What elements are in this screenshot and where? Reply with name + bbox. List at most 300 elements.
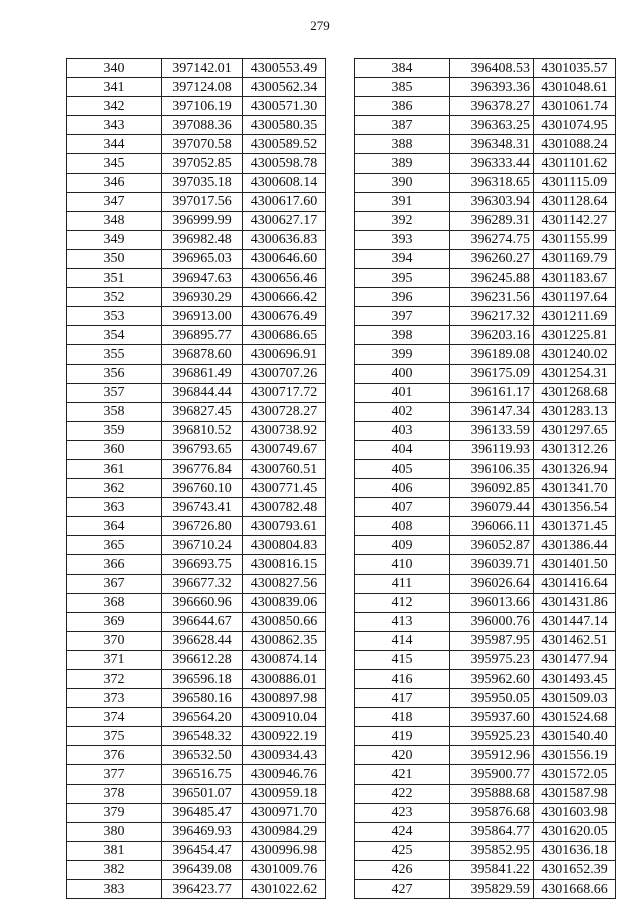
table-row	[355, 135, 616, 154]
y-coordinate-cell: 4300717.72	[243, 383, 326, 402]
table-row	[67, 670, 326, 689]
x-coordinate-cell: 396532.50	[162, 746, 243, 765]
point-number-cell: 365	[67, 536, 162, 555]
x-coordinate-cell: 396965.03	[162, 249, 243, 268]
table-row	[355, 59, 616, 78]
x-coordinate-cell: 396147.34	[450, 402, 534, 421]
table-row	[355, 517, 616, 536]
x-coordinate-cell: 396363.25	[450, 116, 534, 135]
y-coordinate-cell: 4300656.46	[243, 269, 326, 288]
x-coordinate-cell: 396844.44	[162, 383, 243, 402]
x-coordinate-cell: 396066.11	[450, 517, 534, 536]
point-number-cell: 389	[355, 154, 450, 173]
x-coordinate-cell: 397017.56	[162, 192, 243, 211]
table-row	[355, 192, 616, 211]
y-coordinate-cell: 4301074.95	[534, 116, 616, 135]
y-coordinate-cell: 4300922.19	[243, 727, 326, 746]
y-coordinate-cell: 4301022.62	[243, 880, 326, 899]
point-number-cell: 424	[355, 822, 450, 841]
table-row	[67, 593, 326, 612]
x-coordinate-cell: 396203.16	[450, 326, 534, 345]
y-coordinate-cell: 4301088.24	[534, 135, 616, 154]
point-number-cell: 376	[67, 746, 162, 765]
table-row	[355, 860, 616, 879]
x-coordinate-cell: 395987.95	[450, 631, 534, 650]
table-row	[67, 269, 326, 288]
point-number-cell: 355	[67, 345, 162, 364]
table-row	[67, 402, 326, 421]
y-coordinate-cell: 4301225.81	[534, 326, 616, 345]
x-coordinate-cell: 397142.01	[162, 59, 243, 78]
y-coordinate-cell: 4301341.70	[534, 479, 616, 498]
y-coordinate-cell: 4301326.94	[534, 459, 616, 478]
point-number-cell: 387	[355, 116, 450, 135]
table-row	[67, 727, 326, 746]
y-coordinate-cell: 4300874.14	[243, 650, 326, 669]
x-coordinate-cell: 396423.77	[162, 880, 243, 899]
x-coordinate-cell: 396378.27	[450, 97, 534, 116]
point-number-cell: 367	[67, 574, 162, 593]
x-coordinate-cell: 396776.84	[162, 459, 243, 478]
table-row	[355, 746, 616, 765]
y-coordinate-cell: 4300696.91	[243, 345, 326, 364]
point-number-cell: 414	[355, 631, 450, 650]
table-row	[67, 173, 326, 192]
point-number-cell: 374	[67, 708, 162, 727]
x-coordinate-cell: 395888.68	[450, 784, 534, 803]
table-row	[355, 383, 616, 402]
x-coordinate-cell: 396393.36	[450, 78, 534, 97]
x-coordinate-cell: 396726.80	[162, 517, 243, 536]
y-coordinate-cell: 4300707.26	[243, 364, 326, 383]
point-number-cell: 343	[67, 116, 162, 135]
table-row	[67, 536, 326, 555]
table-row	[355, 880, 616, 899]
table-row	[67, 97, 326, 116]
point-number-cell: 401	[355, 383, 450, 402]
x-coordinate-cell: 396231.56	[450, 288, 534, 307]
y-coordinate-cell: 4301493.45	[534, 670, 616, 689]
y-coordinate-cell: 4301556.19	[534, 746, 616, 765]
y-coordinate-cell: 4300646.60	[243, 249, 326, 268]
point-number-cell: 418	[355, 708, 450, 727]
table-row	[67, 249, 326, 268]
x-coordinate-cell: 395852.95	[450, 841, 534, 860]
point-number-cell: 372	[67, 670, 162, 689]
y-coordinate-cell: 4300598.78	[243, 154, 326, 173]
table-row	[355, 154, 616, 173]
y-coordinate-cell: 4301283.13	[534, 402, 616, 421]
y-coordinate-cell: 4300910.04	[243, 708, 326, 727]
x-coordinate-cell: 396999.99	[162, 211, 243, 230]
y-coordinate-cell: 4301620.05	[534, 822, 616, 841]
x-coordinate-cell: 395841.22	[450, 860, 534, 879]
y-coordinate-cell: 4300816.15	[243, 555, 326, 574]
table-row	[67, 345, 326, 364]
table-row	[67, 517, 326, 536]
y-coordinate-cell: 4300839.06	[243, 593, 326, 612]
point-number-cell: 350	[67, 249, 162, 268]
table-row	[67, 746, 326, 765]
point-number-cell: 420	[355, 746, 450, 765]
point-number-cell: 369	[67, 612, 162, 631]
point-number-cell: 382	[67, 860, 162, 879]
y-coordinate-cell: 4300862.35	[243, 631, 326, 650]
x-coordinate-cell: 395962.60	[450, 670, 534, 689]
x-coordinate-cell: 396161.17	[450, 383, 534, 402]
x-coordinate-cell: 396052.87	[450, 536, 534, 555]
point-number-cell: 402	[355, 402, 450, 421]
x-coordinate-cell: 396760.10	[162, 479, 243, 498]
x-coordinate-cell: 396408.53	[450, 59, 534, 78]
y-coordinate-cell: 4301197.64	[534, 288, 616, 307]
point-number-cell: 379	[67, 803, 162, 822]
x-coordinate-cell: 396133.59	[450, 421, 534, 440]
y-coordinate-cell: 4301356.54	[534, 498, 616, 517]
coordinates-table-left-body	[67, 59, 326, 899]
y-coordinate-cell: 4301371.45	[534, 517, 616, 536]
point-number-cell: 353	[67, 307, 162, 326]
table-row	[355, 803, 616, 822]
y-coordinate-cell: 4301572.05	[534, 765, 616, 784]
x-coordinate-cell: 396469.93	[162, 822, 243, 841]
point-number-cell: 423	[355, 803, 450, 822]
table-row	[355, 421, 616, 440]
table-row	[355, 97, 616, 116]
y-coordinate-cell: 4300804.83	[243, 536, 326, 555]
y-coordinate-cell: 4301240.02	[534, 345, 616, 364]
y-coordinate-cell: 4300850.66	[243, 612, 326, 631]
page-number: 279	[310, 18, 330, 33]
point-number-cell: 411	[355, 574, 450, 593]
y-coordinate-cell: 4300571.30	[243, 97, 326, 116]
table-row	[355, 650, 616, 669]
y-coordinate-cell: 4300793.61	[243, 517, 326, 536]
table-row	[67, 822, 326, 841]
y-coordinate-cell: 4300897.98	[243, 689, 326, 708]
y-coordinate-cell: 4300760.51	[243, 459, 326, 478]
y-coordinate-cell: 4301061.74	[534, 97, 616, 116]
y-coordinate-cell: 4301268.68	[534, 383, 616, 402]
point-number-cell: 404	[355, 440, 450, 459]
y-coordinate-cell: 4301652.39	[534, 860, 616, 879]
point-number-cell: 354	[67, 326, 162, 345]
point-number-cell: 412	[355, 593, 450, 612]
x-coordinate-cell: 396485.47	[162, 803, 243, 822]
point-number-cell: 415	[355, 650, 450, 669]
table-row	[355, 822, 616, 841]
table-row	[355, 249, 616, 268]
coordinates-table-left	[66, 58, 326, 899]
x-coordinate-cell: 395937.60	[450, 708, 534, 727]
table-row	[355, 440, 616, 459]
table-row	[67, 78, 326, 97]
table-row	[355, 269, 616, 288]
point-number-cell: 383	[67, 880, 162, 899]
table-row	[355, 727, 616, 746]
x-coordinate-cell: 396039.71	[450, 555, 534, 574]
x-coordinate-cell: 396274.75	[450, 230, 534, 249]
y-coordinate-cell: 4300984.29	[243, 822, 326, 841]
point-number-cell: 375	[67, 727, 162, 746]
table-row	[67, 288, 326, 307]
x-coordinate-cell: 396439.08	[162, 860, 243, 879]
x-coordinate-cell: 396026.64	[450, 574, 534, 593]
table-row	[67, 230, 326, 249]
point-number-cell: 422	[355, 784, 450, 803]
point-number-cell: 362	[67, 479, 162, 498]
y-coordinate-cell: 4301155.99	[534, 230, 616, 249]
y-coordinate-cell: 4301254.31	[534, 364, 616, 383]
coordinates-table-right-body	[355, 59, 616, 899]
y-coordinate-cell: 4301142.27	[534, 211, 616, 230]
point-number-cell: 413	[355, 612, 450, 631]
y-coordinate-cell: 4300608.14	[243, 173, 326, 192]
x-coordinate-cell: 396861.49	[162, 364, 243, 383]
point-number-cell: 349	[67, 230, 162, 249]
y-coordinate-cell: 4300946.76	[243, 765, 326, 784]
table-row	[67, 479, 326, 498]
table-row	[355, 345, 616, 364]
y-coordinate-cell: 4301386.44	[534, 536, 616, 555]
x-coordinate-cell: 395829.59	[450, 880, 534, 899]
y-coordinate-cell: 4301297.65	[534, 421, 616, 440]
point-number-cell: 392	[355, 211, 450, 230]
x-coordinate-cell: 396743.41	[162, 498, 243, 517]
point-number-cell: 342	[67, 97, 162, 116]
point-number-cell: 364	[67, 517, 162, 536]
table-row	[67, 421, 326, 440]
x-coordinate-cell: 396982.48	[162, 230, 243, 249]
table-row	[355, 459, 616, 478]
x-coordinate-cell: 396348.31	[450, 135, 534, 154]
table-row	[67, 880, 326, 899]
y-coordinate-cell: 4301211.69	[534, 307, 616, 326]
point-number-cell: 408	[355, 517, 450, 536]
y-coordinate-cell: 4301447.14	[534, 612, 616, 631]
point-number-cell: 425	[355, 841, 450, 860]
y-coordinate-cell: 4300934.43	[243, 746, 326, 765]
x-coordinate-cell: 396827.45	[162, 402, 243, 421]
point-number-cell: 403	[355, 421, 450, 440]
point-number-cell: 410	[355, 555, 450, 574]
point-number-cell: 381	[67, 841, 162, 860]
point-number-cell: 394	[355, 249, 450, 268]
point-number-cell: 380	[67, 822, 162, 841]
point-number-cell: 419	[355, 727, 450, 746]
table-row	[355, 784, 616, 803]
point-number-cell: 370	[67, 631, 162, 650]
x-coordinate-cell: 396079.44	[450, 498, 534, 517]
x-coordinate-cell: 396548.32	[162, 727, 243, 746]
table-row	[355, 631, 616, 650]
y-coordinate-cell: 4301603.98	[534, 803, 616, 822]
table-row	[67, 440, 326, 459]
table-row	[355, 211, 616, 230]
point-number-cell: 360	[67, 440, 162, 459]
point-number-cell: 393	[355, 230, 450, 249]
table-row	[355, 307, 616, 326]
y-coordinate-cell: 4301009.76	[243, 860, 326, 879]
point-number-cell: 371	[67, 650, 162, 669]
y-coordinate-cell: 4300627.17	[243, 211, 326, 230]
table-row	[67, 555, 326, 574]
point-number-cell: 427	[355, 880, 450, 899]
y-coordinate-cell: 4300738.92	[243, 421, 326, 440]
x-coordinate-cell: 396092.85	[450, 479, 534, 498]
y-coordinate-cell: 4301401.50	[534, 555, 616, 574]
x-coordinate-cell: 396628.44	[162, 631, 243, 650]
y-coordinate-cell: 4300580.35	[243, 116, 326, 135]
point-number-cell: 395	[355, 269, 450, 288]
table-row	[355, 593, 616, 612]
table-row	[355, 78, 616, 97]
point-number-cell: 341	[67, 78, 162, 97]
y-coordinate-cell: 4300728.27	[243, 402, 326, 421]
point-number-cell: 366	[67, 555, 162, 574]
x-coordinate-cell: 396564.20	[162, 708, 243, 727]
x-coordinate-cell: 396580.16	[162, 689, 243, 708]
y-coordinate-cell: 4301128.64	[534, 192, 616, 211]
table-row	[67, 59, 326, 78]
table-row	[355, 536, 616, 555]
y-coordinate-cell: 4301636.18	[534, 841, 616, 860]
y-coordinate-cell: 4301431.86	[534, 593, 616, 612]
x-coordinate-cell: 396501.07	[162, 784, 243, 803]
x-coordinate-cell: 396930.29	[162, 288, 243, 307]
point-number-cell: 340	[67, 59, 162, 78]
x-coordinate-cell: 397106.19	[162, 97, 243, 116]
x-coordinate-cell: 395975.23	[450, 650, 534, 669]
point-number-cell: 391	[355, 192, 450, 211]
point-number-cell: 388	[355, 135, 450, 154]
point-number-cell: 356	[67, 364, 162, 383]
table-row	[67, 307, 326, 326]
y-coordinate-cell: 4300771.45	[243, 479, 326, 498]
point-number-cell: 347	[67, 192, 162, 211]
table-row	[355, 173, 616, 192]
y-coordinate-cell: 4301169.79	[534, 249, 616, 268]
y-coordinate-cell: 4300971.70	[243, 803, 326, 822]
table-row	[67, 326, 326, 345]
y-coordinate-cell: 4300676.49	[243, 307, 326, 326]
x-coordinate-cell: 396318.65	[450, 173, 534, 192]
y-coordinate-cell: 4301509.03	[534, 689, 616, 708]
x-coordinate-cell: 396454.47	[162, 841, 243, 860]
y-coordinate-cell: 4301048.61	[534, 78, 616, 97]
x-coordinate-cell: 396175.09	[450, 364, 534, 383]
x-coordinate-cell: 396119.93	[450, 440, 534, 459]
table-row	[355, 574, 616, 593]
y-coordinate-cell: 4300749.67	[243, 440, 326, 459]
point-number-cell: 399	[355, 345, 450, 364]
y-coordinate-cell: 4301462.51	[534, 631, 616, 650]
coordinates-table-right	[354, 58, 616, 899]
x-coordinate-cell: 396810.52	[162, 421, 243, 440]
y-coordinate-cell: 4301035.57	[534, 59, 616, 78]
x-coordinate-cell: 397052.85	[162, 154, 243, 173]
x-coordinate-cell: 397088.36	[162, 116, 243, 135]
point-number-cell: 345	[67, 154, 162, 173]
y-coordinate-cell: 4300636.83	[243, 230, 326, 249]
x-coordinate-cell: 397124.08	[162, 78, 243, 97]
table-row	[67, 211, 326, 230]
y-coordinate-cell: 4300886.01	[243, 670, 326, 689]
x-coordinate-cell: 395925.23	[450, 727, 534, 746]
y-coordinate-cell: 4301540.40	[534, 727, 616, 746]
table-row	[355, 708, 616, 727]
point-number-cell: 378	[67, 784, 162, 803]
table-row	[67, 364, 326, 383]
x-coordinate-cell: 396013.66	[450, 593, 534, 612]
y-coordinate-cell: 4301183.67	[534, 269, 616, 288]
point-number-cell: 346	[67, 173, 162, 192]
point-number-cell: 416	[355, 670, 450, 689]
y-coordinate-cell: 4301587.98	[534, 784, 616, 803]
x-coordinate-cell: 396596.18	[162, 670, 243, 689]
x-coordinate-cell: 396000.76	[450, 612, 534, 631]
point-number-cell: 396	[355, 288, 450, 307]
x-coordinate-cell: 395912.96	[450, 746, 534, 765]
table-row	[355, 498, 616, 517]
x-coordinate-cell: 396106.35	[450, 459, 534, 478]
table-row	[67, 841, 326, 860]
table-row	[67, 631, 326, 650]
x-coordinate-cell: 396260.27	[450, 249, 534, 268]
x-coordinate-cell: 395876.68	[450, 803, 534, 822]
point-number-cell: 398	[355, 326, 450, 345]
table-row	[67, 708, 326, 727]
x-coordinate-cell: 396189.08	[450, 345, 534, 364]
table-row	[67, 135, 326, 154]
table-row	[355, 326, 616, 345]
table-row	[355, 402, 616, 421]
point-number-cell: 390	[355, 173, 450, 192]
point-number-cell: 385	[355, 78, 450, 97]
x-coordinate-cell: 396289.31	[450, 211, 534, 230]
point-number-cell: 358	[67, 402, 162, 421]
x-coordinate-cell: 395950.05	[450, 689, 534, 708]
y-coordinate-cell: 4300782.48	[243, 498, 326, 517]
table-row	[355, 230, 616, 249]
table-row	[67, 459, 326, 478]
table-row	[67, 383, 326, 402]
x-coordinate-cell: 396793.65	[162, 440, 243, 459]
y-coordinate-cell: 4301477.94	[534, 650, 616, 669]
table-row	[355, 479, 616, 498]
x-coordinate-cell: 396245.88	[450, 269, 534, 288]
table-row	[355, 555, 616, 574]
y-coordinate-cell: 4301101.62	[534, 154, 616, 173]
x-coordinate-cell: 396516.75	[162, 765, 243, 784]
point-number-cell: 357	[67, 383, 162, 402]
point-number-cell: 426	[355, 860, 450, 879]
x-coordinate-cell: 397035.18	[162, 173, 243, 192]
x-coordinate-cell: 397070.58	[162, 135, 243, 154]
table-row	[67, 574, 326, 593]
point-number-cell: 417	[355, 689, 450, 708]
x-coordinate-cell: 396878.60	[162, 345, 243, 364]
point-number-cell: 352	[67, 288, 162, 307]
table-row	[67, 803, 326, 822]
y-coordinate-cell: 4300617.60	[243, 192, 326, 211]
x-coordinate-cell: 396612.28	[162, 650, 243, 669]
point-number-cell: 405	[355, 459, 450, 478]
y-coordinate-cell: 4300562.34	[243, 78, 326, 97]
table-row	[355, 765, 616, 784]
x-coordinate-cell: 396693.75	[162, 555, 243, 574]
x-coordinate-cell: 395864.77	[450, 822, 534, 841]
